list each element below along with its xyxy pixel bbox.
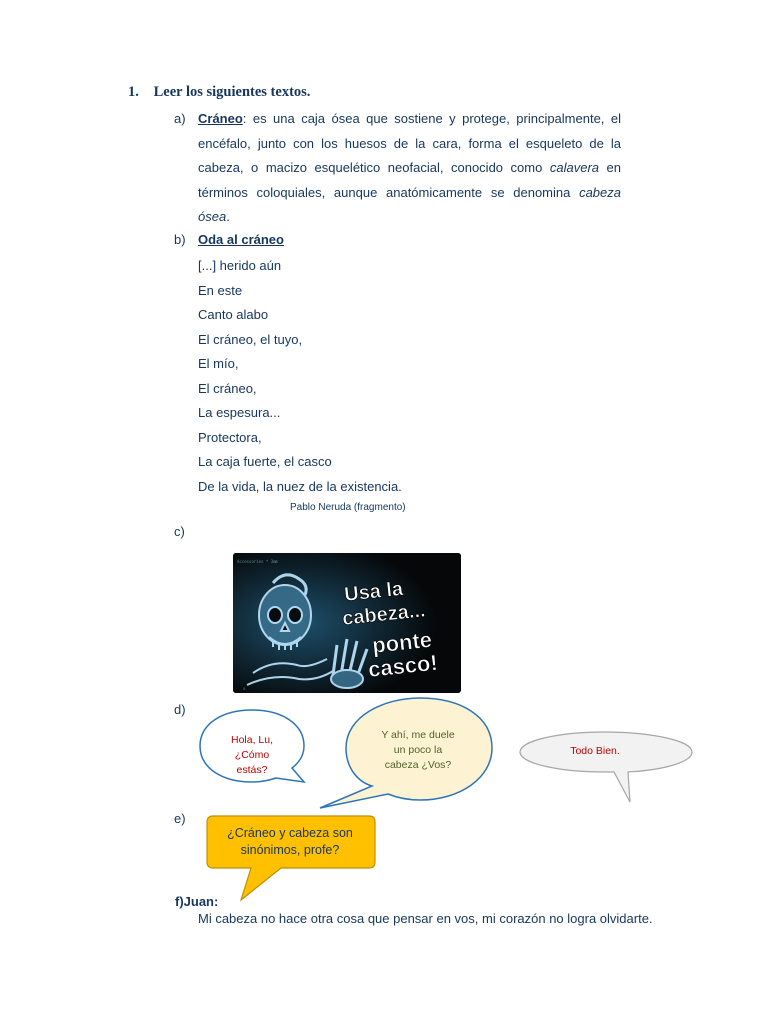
poem-title: Oda al cráneo xyxy=(198,232,284,247)
item-a-paragraph xyxy=(198,107,621,230)
xray-skull-image xyxy=(233,553,461,693)
poem-line: Canto alabo xyxy=(198,307,269,322)
definition-text-2: en términos coloquiales, aunque anatómicamente se denomina xyxy=(198,160,622,200)
poem-line: El mío, xyxy=(198,356,239,371)
term-craneo: Cráneo xyxy=(198,111,243,126)
poem-line: El cráneo, el tuyo, xyxy=(198,331,303,347)
speech-bubble-3 xyxy=(516,728,698,806)
xray-skull-illustration xyxy=(233,553,461,693)
item-f-text: Mi cabeza no hace otra cosa que pensar en vos, mi corazón no logra olvidarte. xyxy=(198,911,653,926)
callout-line: sinónimos, profe? xyxy=(240,843,340,857)
image-text-line: casco! xyxy=(366,649,439,682)
item-f-label: f)Juan: xyxy=(175,894,219,909)
item-a-label: a) xyxy=(174,111,186,126)
bubble-2-line: cabeza ¿Vos? xyxy=(384,759,452,771)
callout-text xyxy=(210,825,370,859)
poem-line: La caja fuerte, el casco xyxy=(198,454,332,469)
item-e-label: e) xyxy=(174,811,186,826)
poem-line: El cráneo, xyxy=(198,380,257,396)
bubble-1-text xyxy=(206,733,298,778)
svg-text:x: x xyxy=(243,686,246,691)
bubble-2-text xyxy=(370,728,466,773)
poem-lines xyxy=(198,254,402,499)
image-text-line: Usa la xyxy=(343,577,405,606)
callout-line: ¿Cráneo y cabeza son xyxy=(227,826,353,840)
image-text-line: ponte xyxy=(370,626,434,658)
item-b-label: b) xyxy=(174,232,186,247)
bubble-2-line: Y ahí, me duele xyxy=(381,729,455,741)
bubble-3-text: Todo Bien. xyxy=(570,745,620,757)
poem-line: La espesura... xyxy=(198,405,281,420)
poem-line: [...] herido aún xyxy=(198,258,282,273)
section-heading xyxy=(128,84,310,101)
definition-text-1: : es una caja ósea que sostiene y protege, principalmente, el encéfalo, junto con los huesos de la cara, forma el esqueleto de la cabeza, o macizo esquelético neofacial, conocido como xyxy=(198,111,621,175)
poem-attribution: Pablo Neruda (fragmento) xyxy=(290,502,406,513)
poem-line: Protectora, xyxy=(198,429,262,445)
definition-text-3: . xyxy=(226,209,230,224)
bubble-1-line: Hola, Lu, xyxy=(230,734,274,746)
italic-cabeza-osea: cabeza ósea xyxy=(198,184,621,224)
bubble-1-line: estás? xyxy=(236,764,268,776)
section-number: 1. xyxy=(128,84,139,100)
item-c-label: c) xyxy=(174,524,185,539)
svg-text:Accessories * 3mm: Accessories * 3mm xyxy=(237,559,278,564)
poem-line: De la vida, la nuez de la existencia. xyxy=(198,478,402,494)
poem-line: En este xyxy=(198,282,243,298)
bubble-2-line: un poco la xyxy=(393,744,443,756)
image-text-line: cabeza... xyxy=(341,599,427,630)
section-title: Leer los siguientes textos. xyxy=(153,84,311,100)
item-d-label: d) xyxy=(174,702,186,717)
italic-calavera: calavera xyxy=(549,160,600,175)
bubble-1-line: ¿Cómo xyxy=(234,749,270,761)
